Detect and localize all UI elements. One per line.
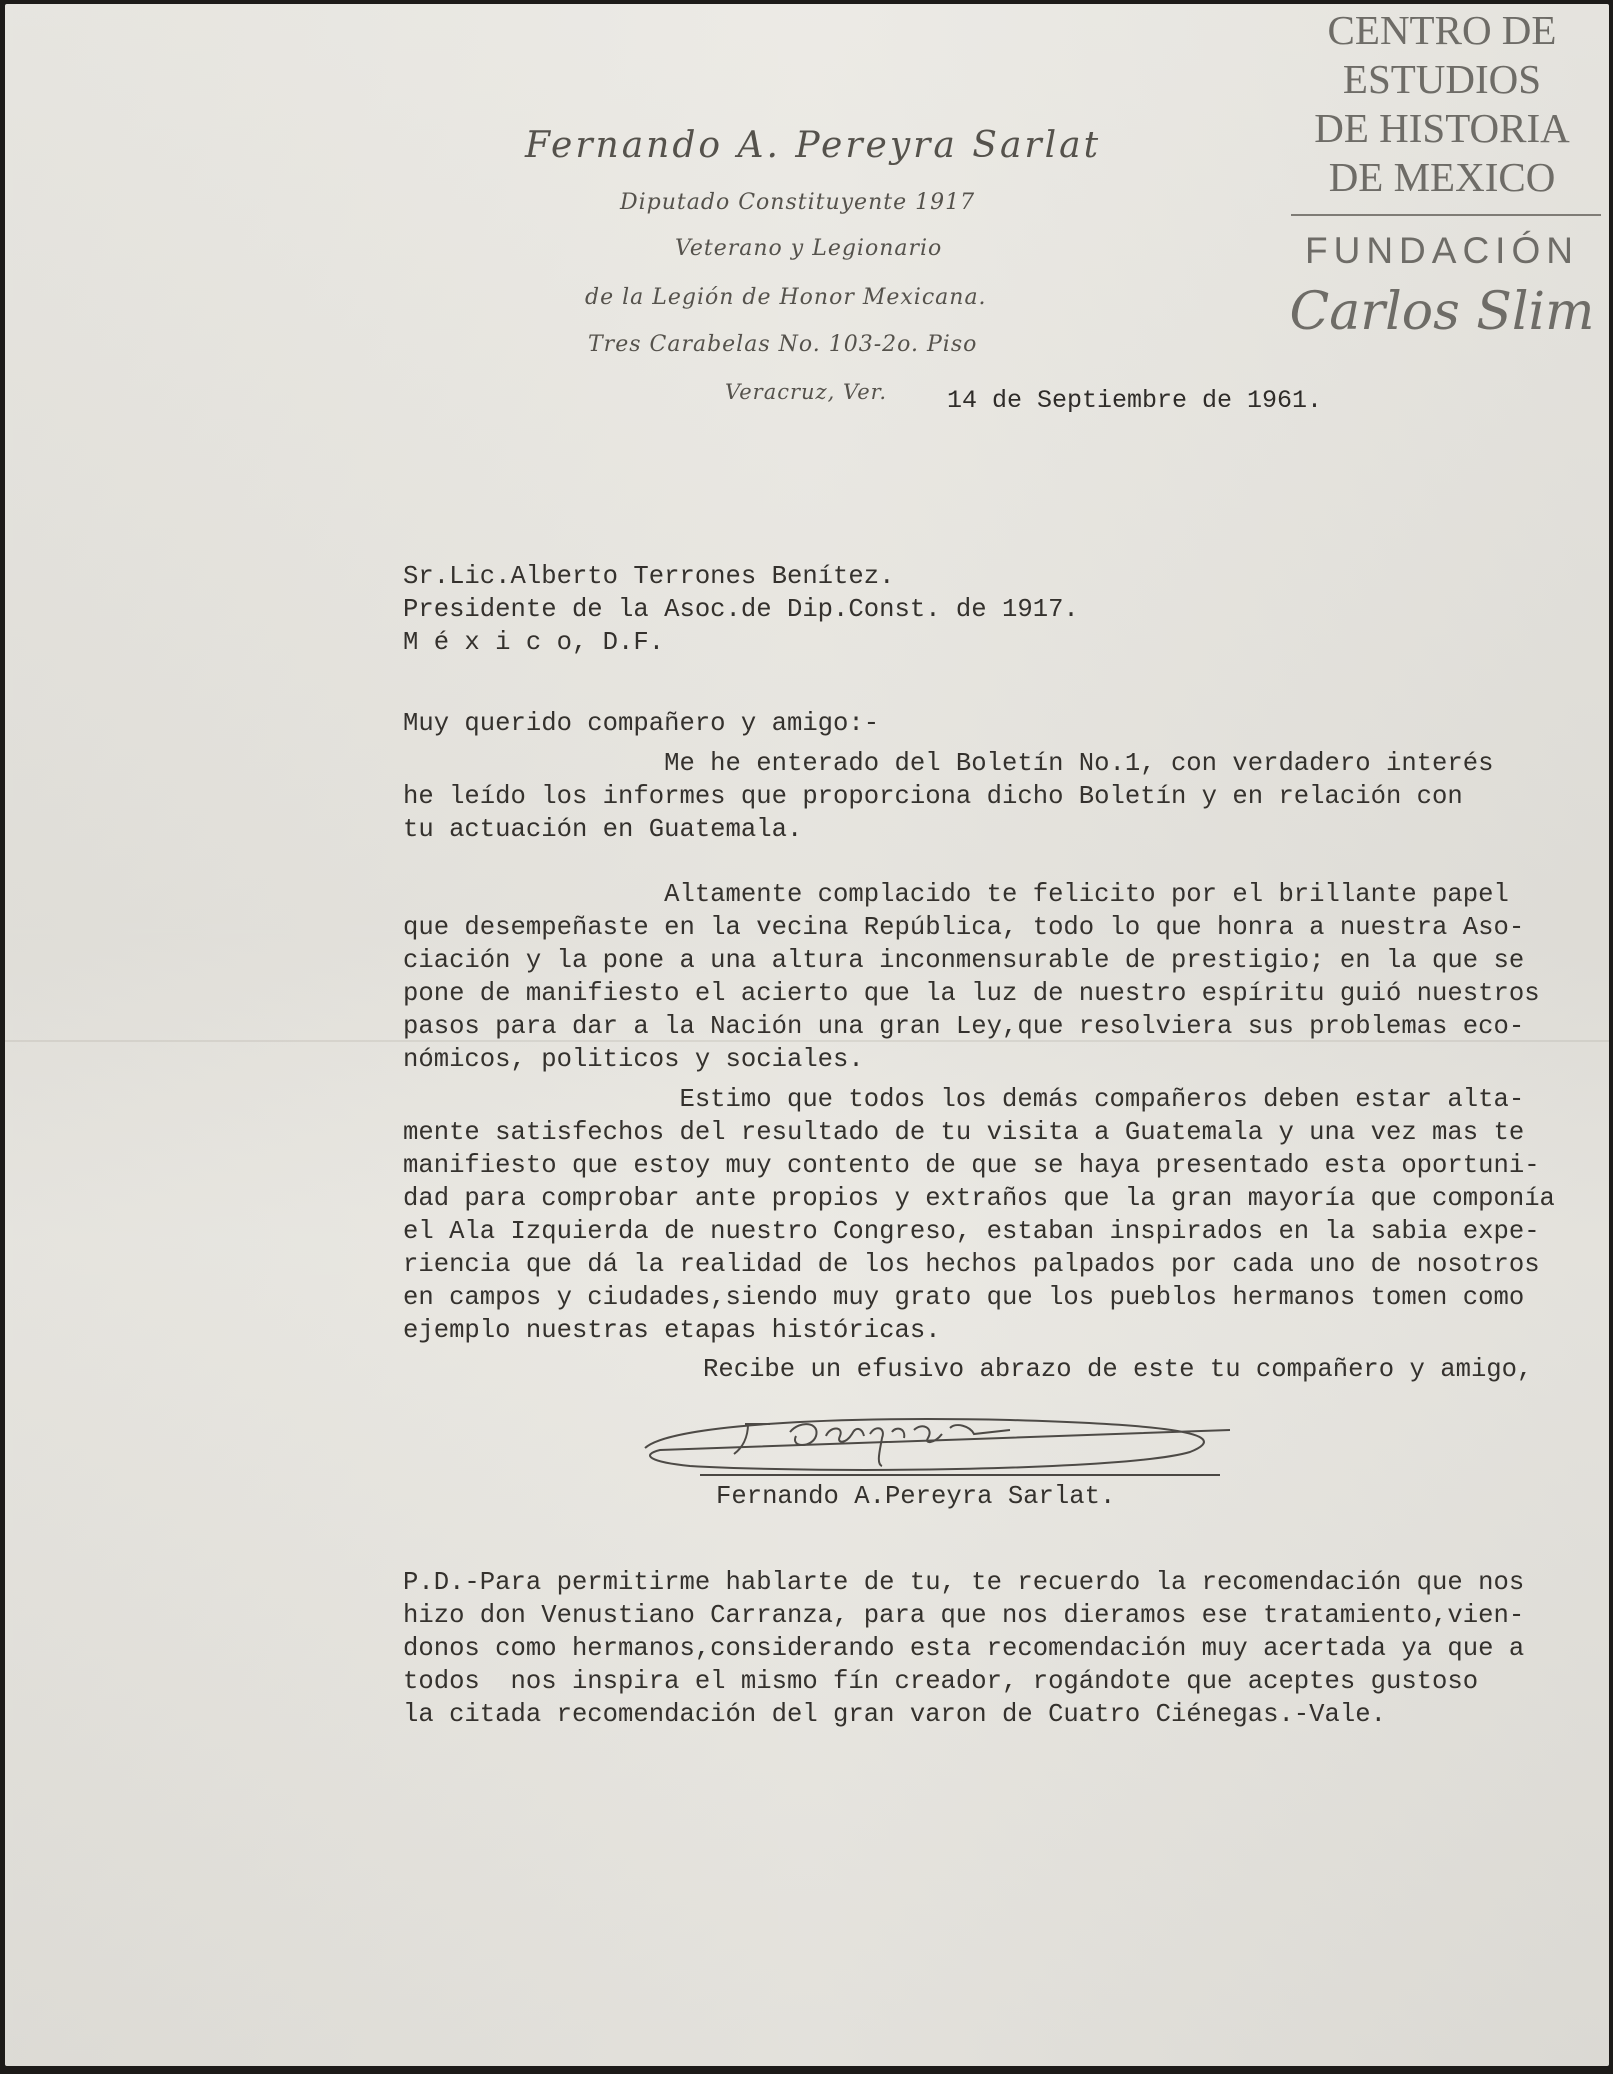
text-line: dad para comprobar ante propios y extraños que la gran mayoría que componía: [403, 1184, 1555, 1213]
closing-line: Recibe un efusivo abrazo de este tu compañero y amigo,: [703, 1355, 1533, 1384]
stamp-line: DE MEXICO: [1328, 154, 1556, 200]
text-line: el Ala Izquierda de nuestro Congreso, estaban inspirados en la sabia expe-: [403, 1217, 1540, 1246]
text-line: Estimo que todos los demás compañeros deben estar alta-: [403, 1085, 1525, 1114]
address-line: M é x i c o, D.F.: [403, 628, 665, 657]
text-line: mente satisfechos del resultado de tu visita a Guatemala y una vez mas te: [403, 1118, 1525, 1147]
paragraph-2: [403, 878, 1540, 1076]
stamp-signature: Carlos Slim: [1289, 282, 1595, 342]
archive-stamp: [1283, 6, 1601, 342]
letterhead-line: Tres Carabelas No. 103-2o. Piso: [588, 332, 978, 357]
stamp-foundation: FUNDACIÓN: [1305, 230, 1579, 271]
letterhead-name: Fernando A. Pereyra Sarlat: [525, 125, 1102, 166]
letterhead-city: Veracruz, Ver.: [725, 380, 888, 404]
letterhead-line: Veterano y Legionario: [675, 236, 943, 261]
signatory-name: Fernando A.Pereyra Sarlat.: [716, 1482, 1116, 1511]
handwritten-signature: [630, 1370, 1250, 1480]
stamp-line: CENTRO DE: [1327, 7, 1557, 53]
stamp-line: DE HISTORIA: [1314, 105, 1570, 151]
text-line: manifiesto que estoy muy contento de que se haya presentado esta oportuni-: [403, 1151, 1540, 1180]
signature-line: [700, 1474, 1220, 1476]
text-line: en campos y ciudades,siendo muy grato que los pueblos hermanos tomen como: [403, 1283, 1525, 1312]
stamp-divider: [1291, 214, 1601, 216]
text-line: nómicos, politicos y sociales.: [403, 1045, 864, 1074]
text-line: P.D.-Para permitirme hablarte de tu, te recuerdo la recomendación que nos: [403, 1568, 1525, 1597]
postscript: [403, 1566, 1524, 1731]
text-line: tu actuación en Guatemala.: [403, 815, 803, 844]
paragraph-1: [403, 747, 1493, 846]
letterhead-line: de la Legión de Honor Mexicana.: [585, 285, 987, 310]
text-line: riencia que dá la realidad de los hechos palpados por cada uno de nosotros: [403, 1250, 1540, 1279]
salutation: Muy querido compañero y amigo:-: [403, 709, 880, 738]
text-line: ejemplo nuestras etapas históricas.: [403, 1316, 941, 1345]
stamp-line: ESTUDIOS: [1342, 56, 1542, 102]
text-line: que desempeñaste en la vecina República, todo lo que honra a nuestra Aso-: [403, 913, 1525, 942]
letter-date: 14 de Septiembre de 1961.: [947, 386, 1323, 415]
text-line: la citada recomendación del gran varon de Cuatro Ciénegas.-Vale.: [403, 1700, 1386, 1729]
letterhead-line: Diputado Constituyente 1917: [620, 190, 976, 215]
text-line: Altamente complacido te felicito por el brillante papel: [403, 880, 1509, 909]
address-line: Sr.Lic.Alberto Terrones Benítez.: [403, 562, 895, 591]
text-line: he leído los informes que proporciona dicho Boletín y en relación con: [403, 782, 1463, 811]
recipient-address: [403, 560, 1079, 659]
text-line: donos como hermanos,considerando esta recomendación muy acertada ya que a: [403, 1634, 1525, 1663]
paragraph-3: [403, 1083, 1555, 1347]
text-line: pone de manifiesto el acierto que la luz de nuestro espíritu guió nuestros: [403, 979, 1540, 1008]
text-line: todos nos inspira el mismo fín creador, rogándote que aceptes gustoso: [403, 1667, 1479, 1696]
address-line: Presidente de la Asoc.de Dip.Const. de 1917.: [403, 595, 1079, 624]
text-line: hizo don Venustiano Carranza, para que nos dieramos ese tratamiento,vien-: [403, 1601, 1525, 1630]
text-line: pasos para dar a la Nación una gran Ley,que resolviera sus problemas eco-: [403, 1012, 1525, 1041]
text-line: ciación y la pone a una altura inconmensurable de prestigio; en la que se: [403, 946, 1525, 975]
text-line: Me he enterado del Boletín No.1, con verdadero interés: [403, 749, 1494, 778]
